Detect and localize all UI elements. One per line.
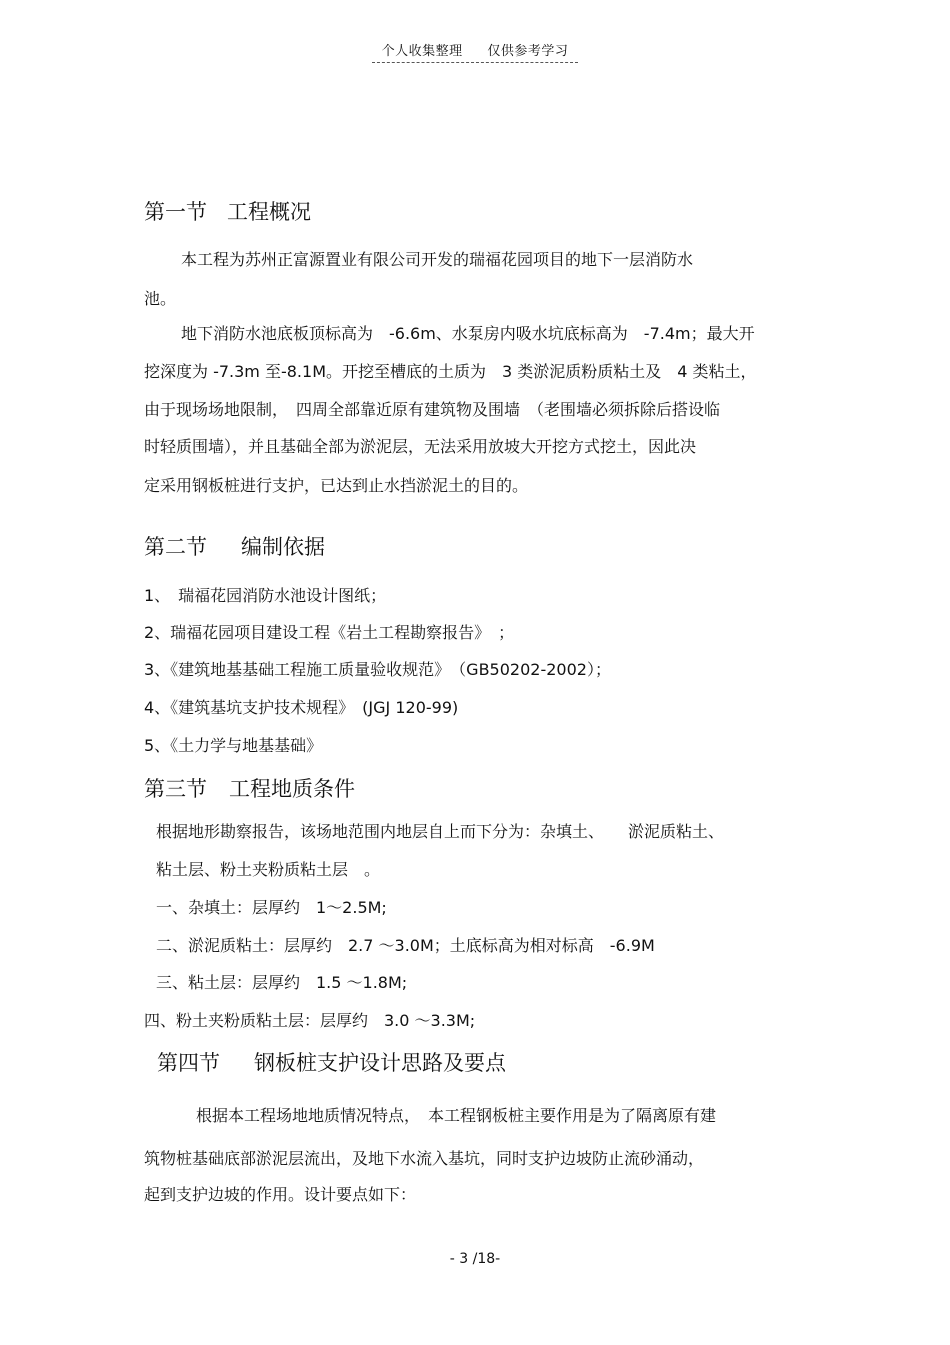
section-2-heading <box>144 534 325 560</box>
s1-paragraph-2-line-5: 定采用钢板桩进行支护，已达到止水挡淤泥土的目的。 <box>144 476 529 495</box>
s3-line-6: 四、粉土夹粉质粘土层：层厚约 3.0 ～3.3M; <box>144 1011 476 1030</box>
section-1-title: 工程概况 <box>227 200 311 224</box>
s2-list-item-4: 4、《建筑基坑支护技术规程》 (JGJ 120-99) <box>144 698 459 717</box>
section-3-number: 第三节 <box>144 777 207 801</box>
section-2-number: 第二节 <box>144 535 207 559</box>
s1-paragraph-2-line-3: 由于现场场地限制， 四周全部靠近原有建筑物及围墙 （老围墙必须拆除后搭设临 <box>144 400 721 419</box>
s3-line-5: 三、粘土层：层厚约 1.5 ～1.8M; <box>156 973 408 992</box>
s1-paragraph-2-line-2: 挖深度为 -7.3m 至-8.1M。开挖至槽底的土质为 3 类淤泥质粉质粘土及 4 类粘土， <box>144 362 757 381</box>
section-1-number: 第一节 <box>144 200 207 224</box>
s4-line-3: 起到支护边坡的作用。设计要点如下： <box>144 1185 417 1204</box>
section-1-heading <box>144 199 311 225</box>
section-4-title: 钢板桩支护设计思路及要点 <box>254 1051 506 1075</box>
section-4-heading <box>157 1050 506 1076</box>
section-2-title: 编制依据 <box>241 535 325 559</box>
header-left: 个人收集整理 <box>381 44 463 59</box>
header-right: 仅供参考学习 <box>487 44 569 59</box>
page-number: - 3 /18- <box>449 1251 501 1267</box>
s1-paragraph-1-line-2: 池。 <box>144 289 177 308</box>
s4-line-1: 根据本工程场地地质情况特点， 本工程钢板桩主要作用是为了隔离原有建 <box>196 1106 717 1125</box>
section-3-title: 工程地质条件 <box>229 777 355 801</box>
section-3-heading <box>144 776 355 802</box>
header-text <box>372 40 579 63</box>
s2-list-item-1: 1、 瑞福花园消防水池设计图纸； <box>144 586 387 605</box>
s2-list-item-3: 3、《建筑地基基础工程施工质量验收规范》 （GB50202-2002）； <box>144 660 611 679</box>
s3-line-3: 一、杂填土：层厚约 1～2.5M; <box>156 898 387 917</box>
s4-line-2: 筑物桩基础底部淤泥层流出，及地下水流入基坑，同时支护边坡防止流砂涌动， <box>144 1149 705 1168</box>
s3-line-1: 根据地形勘察报告，该场地范围内地层自上而下分为：杂填土、 淤泥质粘土、 <box>156 822 725 841</box>
section-4-number: 第四节 <box>157 1051 220 1075</box>
s1-paragraph-2-line-1: 地下消防水池底板顶标高为 -6.6m、水泵房内吸水坑底标高为 -7.4m；最大开 <box>181 324 755 343</box>
s3-line-2: 粘土层、粉土夹粉质粘土层 。 <box>156 860 381 879</box>
s3-line-4: 二、淤泥质粘土：层厚约 2.7 ～3.0M；土底标高为相对标高 -6.9M <box>156 936 655 955</box>
page-header <box>0 40 950 63</box>
s1-paragraph-2-line-4: 时轻质围墙），并且基础全部为淤泥层，无法采用放坡大开挖方式挖土，因此决 <box>144 437 697 456</box>
s2-list-item-2: 2、瑞福花园项目建设工程《岩土工程勘察报告》 ； <box>144 623 515 642</box>
s2-list-item-5: 5、《土力学与地基基础》 <box>144 736 323 755</box>
s1-paragraph-1-line-1: 本工程为苏州正富源置业有限公司开发的瑞福花园项目的地下一层消防水 <box>181 250 694 269</box>
